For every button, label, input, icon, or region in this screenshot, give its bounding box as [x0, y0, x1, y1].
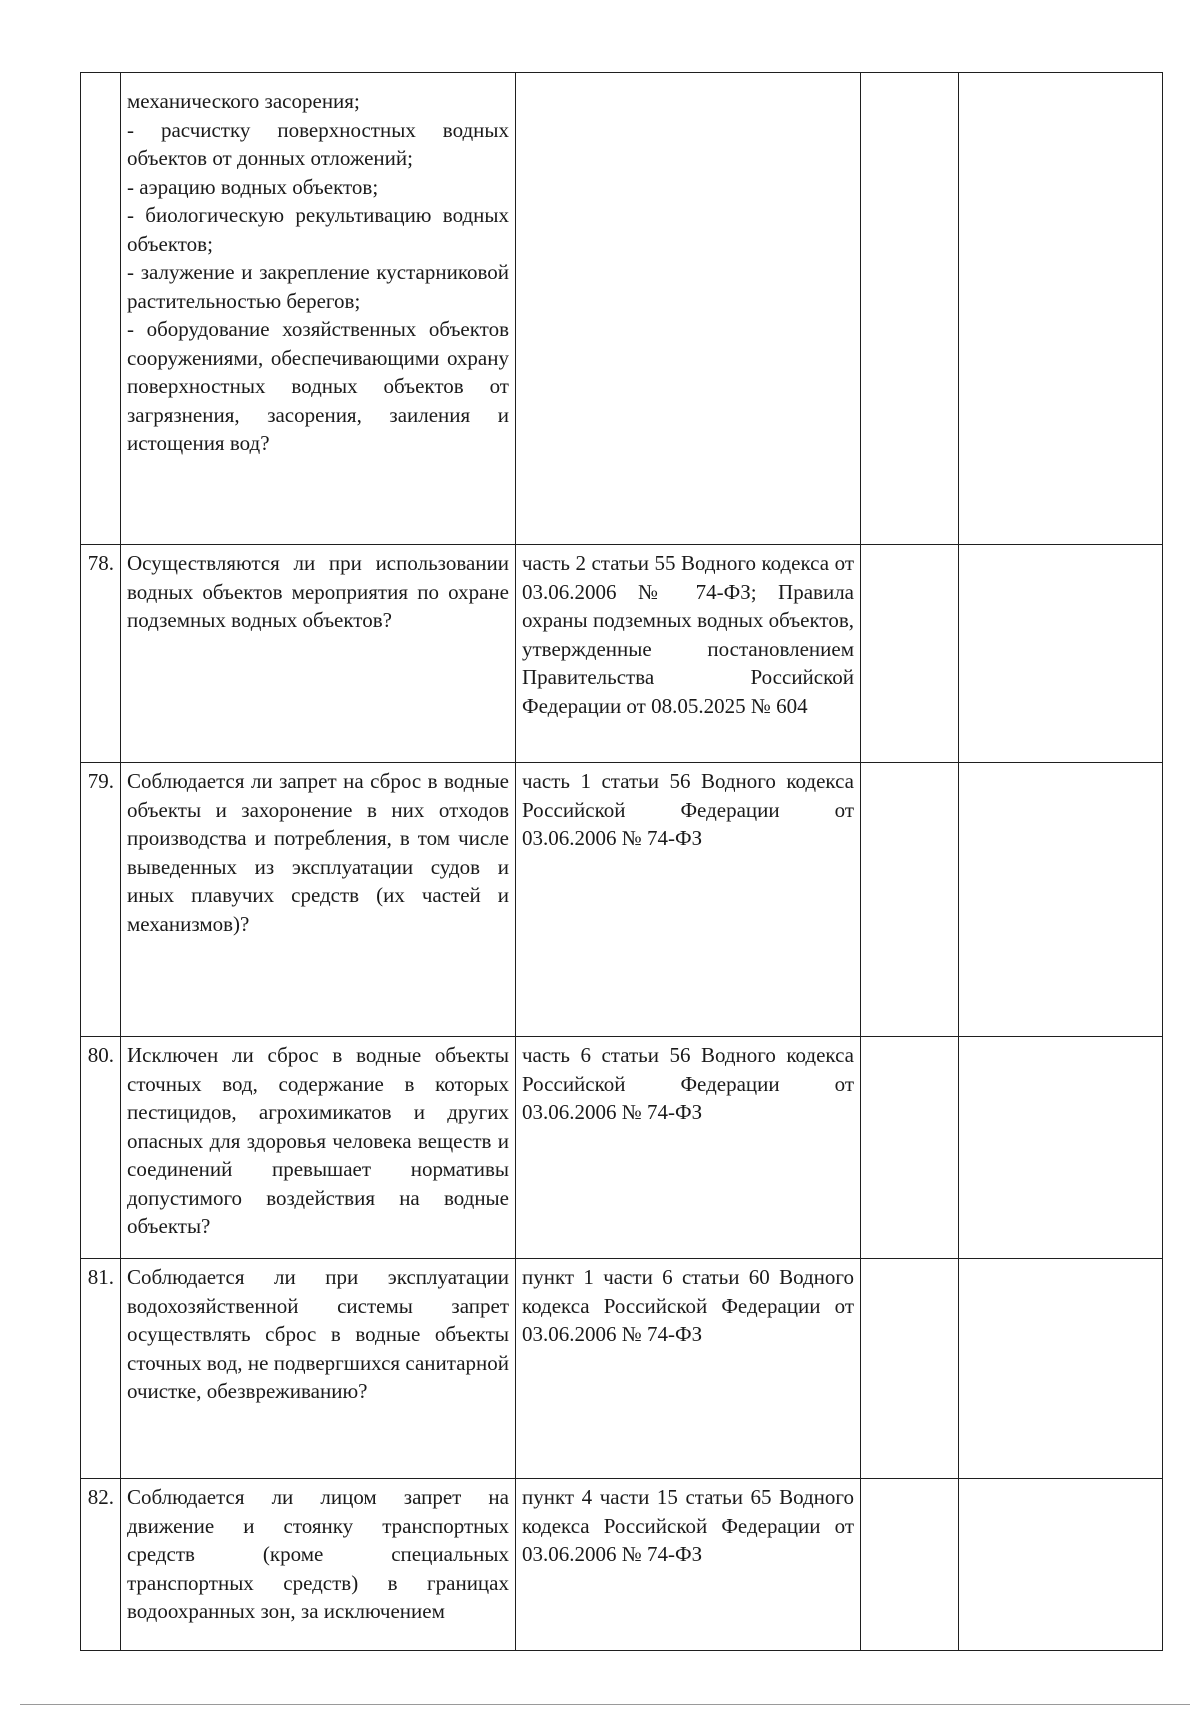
reference-cell: часть 6 статьи 56 Водного кодекса Российской Федерации от 03.06.2006 № 74-ФЗ: [516, 1037, 861, 1259]
row-number: 78.: [81, 545, 121, 763]
question-cell: Исключен ли сброс в водные объекты сточных вод, содержание в которых пестицидов, агрохимикатов и других опасных для здоровья человека веществ и соединений превышает нормативы допустимого воздействия на водные объекты?: [121, 1037, 516, 1259]
row-number: 81.: [81, 1259, 121, 1479]
table-row: [81, 545, 1163, 763]
reference-cell: часть 2 статьи 55 Водного кодекса от 03.06.2006 № 74-ФЗ; Правила охраны подземных водных объектов, утвержденные постановлением Правительства Российской Федерации от 08.05.2025 № 604: [516, 545, 861, 763]
note-cell: [959, 1479, 1163, 1651]
table-row: [81, 763, 1163, 1037]
question-line: - залужение и закрепление кустарниковой растительностью берегов;: [127, 260, 509, 313]
result-cell: [861, 73, 959, 545]
question-cell: Осуществляются ли при использовании водных объектов мероприятия по охране подземных водных объектов?: [121, 545, 516, 763]
table-row: [81, 1037, 1163, 1259]
note-cell: [959, 73, 1163, 545]
row-number: [81, 73, 121, 545]
question-cell: [121, 73, 516, 545]
row-number: 79.: [81, 763, 121, 1037]
scan-edge-line: [20, 1704, 1190, 1705]
reference-cell: часть 1 статьи 56 Водного кодекса Российской Федерации от 03.06.2006 № 74-ФЗ: [516, 763, 861, 1037]
result-cell: [861, 1259, 959, 1479]
question-line: - расчистку поверхностных водных объектов от донных отложений;: [127, 117, 509, 170]
note-cell: [959, 763, 1163, 1037]
row-number: 82.: [81, 1479, 121, 1651]
question-cell: Соблюдается ли при эксплуатации водохозяйственной системы запрет осуществлять сброс в водные объекты сточных вод, не подвергшихся санитарной очистке, обезвреживанию?: [121, 1259, 516, 1479]
question-cell: Соблюдается ли запрет на сброс в водные объекты и захоронение в них отходов производства и потребления, в том числе выведенных из эксплуатации судов и иных плавучих средств (их частей и механизмов)?: [121, 763, 516, 1037]
table-row: [81, 1259, 1163, 1479]
note-cell: [959, 1259, 1163, 1479]
question-line: механического засорения;: [127, 89, 360, 113]
table-row: [81, 73, 1163, 545]
result-cell: [861, 1479, 959, 1651]
note-cell: [959, 545, 1163, 763]
result-cell: [861, 545, 959, 763]
question-line: - аэрацию водных объектов;: [127, 174, 379, 199]
question-cell: Соблюдается ли лицом запрет на движение и стоянку транспортных средств (кроме специальных транспортных средств) в границах водоохранных зон, за исключением: [121, 1479, 516, 1651]
table-row: [81, 1479, 1163, 1651]
reference-cell: пункт 4 части 15 статьи 65 Водного кодекса Российской Федерации от 03.06.2006 № 74-ФЗ: [516, 1479, 861, 1651]
question-line: - оборудование хозяйственных объектов сооружениями, обеспечивающими охрану поверхностных водных объектов от загрязнения, засорения, заиления и истощения вод?: [127, 317, 509, 455]
question-line: - биологическую рекультивацию водных объектов;: [127, 203, 509, 256]
note-cell: [959, 1037, 1163, 1259]
reference-cell: пункт 1 части 6 статьи 60 Водного кодекса Российской Федерации от 03.06.2006 № 74-ФЗ: [516, 1259, 861, 1479]
result-cell: [861, 763, 959, 1037]
result-cell: [861, 1037, 959, 1259]
reference-cell: [516, 73, 861, 545]
checklist-table: [80, 72, 1163, 1651]
row-number: 80.: [81, 1037, 121, 1259]
